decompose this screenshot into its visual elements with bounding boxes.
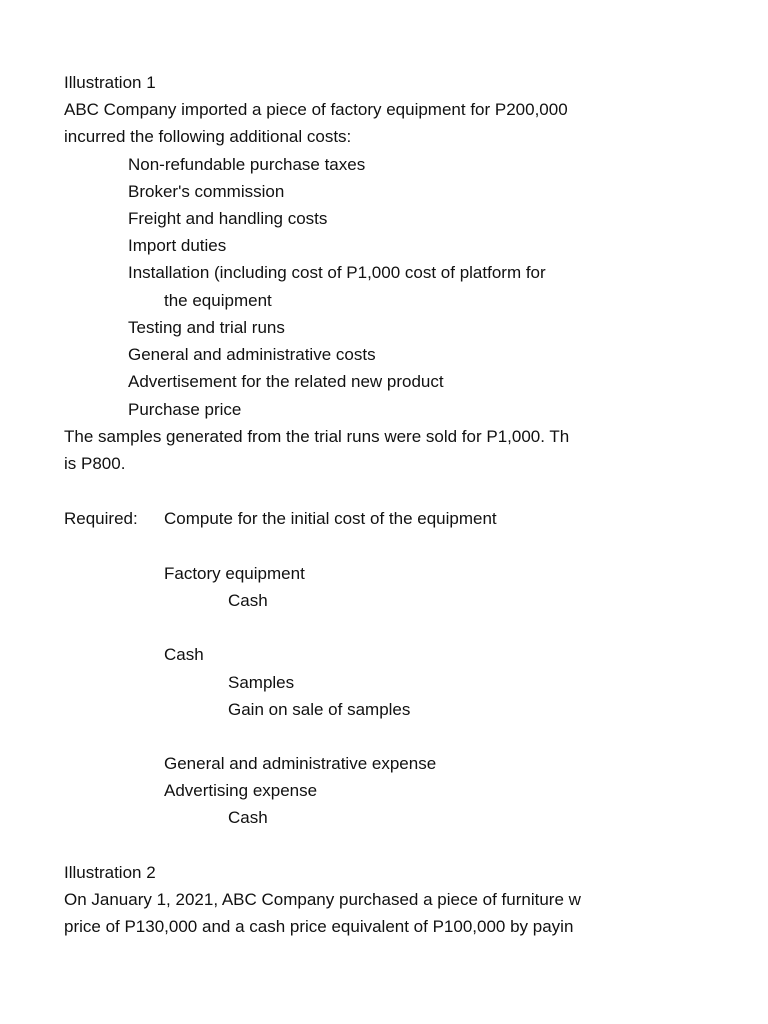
- cost-item-purchase-price: Purchase price: [128, 400, 242, 419]
- samples-note-line-1: The samples generated from the trial runs were sold for P1,000. Th: [64, 427, 570, 446]
- illustration-2-line-1: On January 1, 2021, ABC Company purchased a piece of furniture w: [64, 890, 581, 909]
- illustration-2-heading: Illustration 2: [64, 863, 156, 882]
- cost-item-import-duties: Import duties: [128, 236, 227, 255]
- cost-item-testing-trial-runs: Testing and trial runs: [128, 318, 285, 337]
- cost-item-purchase-taxes: Non-refundable purchase taxes: [128, 155, 366, 174]
- entry-2-debit: Cash: [164, 645, 204, 664]
- cost-item-general-admin: General and administrative costs: [128, 345, 376, 364]
- cost-item-brokers-commission: Broker's commission: [128, 182, 285, 201]
- entry-2-credit-1: Samples: [228, 673, 295, 692]
- required-text: Compute for the initial cost of the equipment: [164, 509, 497, 528]
- illustration-1-intro-line-1: ABC Company imported a piece of factory equipment for P200,000: [64, 100, 568, 119]
- entry-3-debit-1: General and administrative expense: [164, 754, 437, 773]
- entry-2-credit-2: Gain on sale of samples: [228, 700, 411, 719]
- entry-3-debit-2: Advertising expense: [164, 781, 318, 800]
- entry-1-credit: Cash: [228, 591, 268, 610]
- entry-1-debit: Factory equipment: [164, 564, 305, 583]
- cost-item-advertisement: Advertisement for the related new product: [128, 372, 444, 391]
- cost-item-installation-continued: the equipment: [164, 291, 272, 310]
- cost-item-installation: Installation (including cost of P1,000 cost of platform for: [128, 263, 546, 282]
- cost-item-freight-handling: Freight and handling costs: [128, 209, 328, 228]
- illustration-1-heading: Illustration 1: [64, 73, 156, 92]
- illustration-2-line-2: price of P130,000 and a cash price equivalent of P100,000 by payin: [64, 917, 574, 936]
- required-label: Required:: [64, 509, 138, 528]
- illustration-1-intro-line-2: incurred the following additional costs:: [64, 127, 352, 146]
- entry-3-credit: Cash: [228, 808, 268, 827]
- samples-note-line-2: is P800.: [64, 454, 126, 473]
